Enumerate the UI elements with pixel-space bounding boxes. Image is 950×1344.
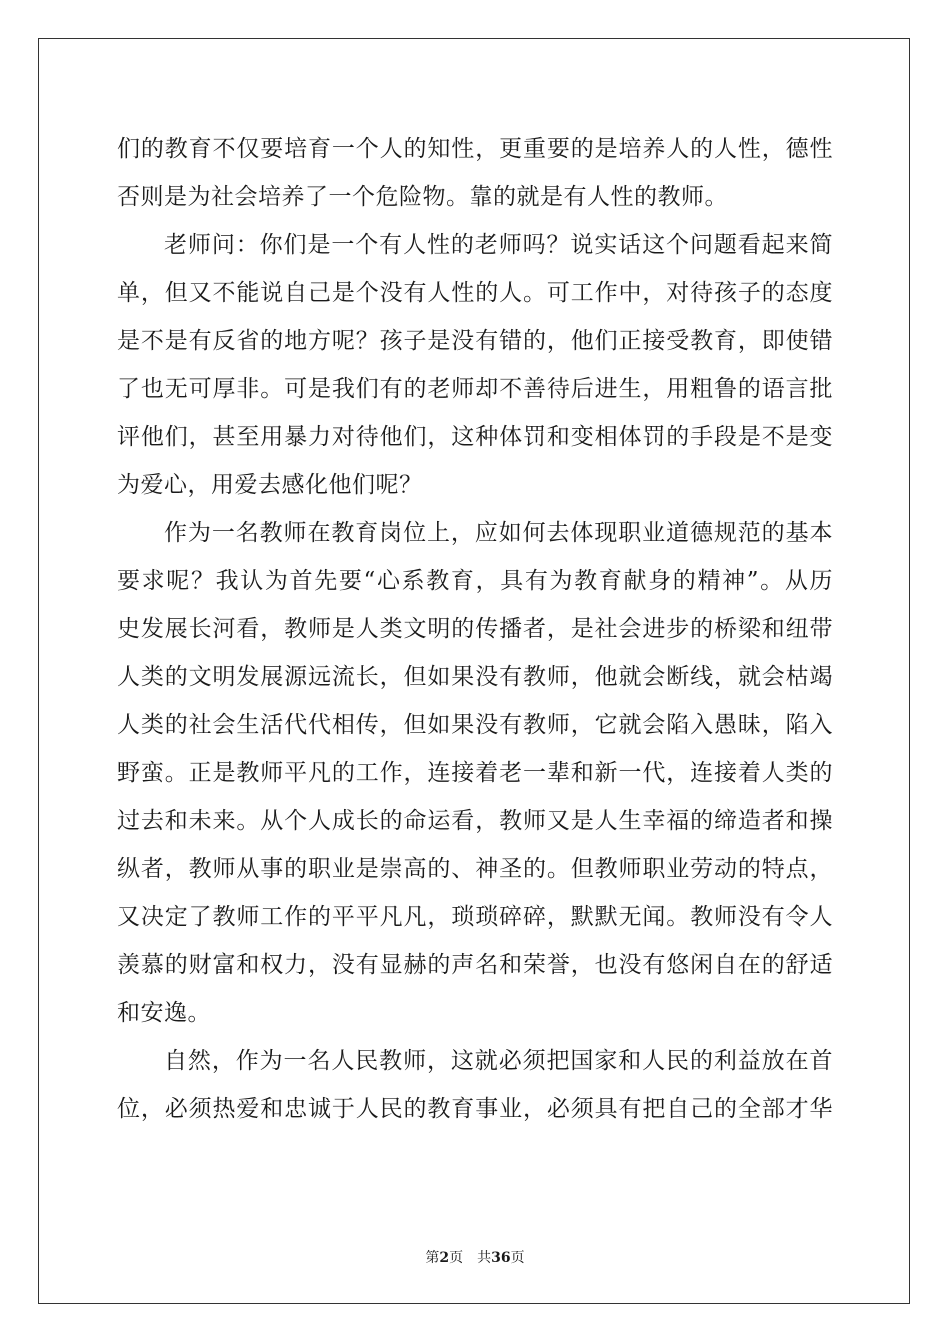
text-line: 位，必须热爱和忠诚于人民的教育事业，必须具有把自己的全部才华 — [117, 1096, 833, 1122]
text-line: 评他们，甚至用暴力对待他们，这种体罚和变相体罚的手段是不是变 — [117, 424, 833, 450]
text-line: 人类的文明发展源远流长，但如果没有教师，他就会断线，就会枯竭 — [117, 664, 833, 690]
text-line: 单，但又不能说自己是个没有人性的人。可工作中，对待孩子的态度 — [117, 280, 833, 306]
total-page-count: 36 — [491, 1250, 511, 1266]
text-line: 史发展长河看，教师是人类文明的传播者，是社会进步的桥梁和纽带 — [117, 616, 833, 642]
text-line: 和安逸。 — [117, 1000, 211, 1026]
text-line: 作为一名教师在教育岗位上，应如何去体现职业道德规范的基本 — [164, 520, 833, 546]
text-line: 过去和未来。从个人成长的命运看，教师又是人生幸福的缔造者和操 — [117, 808, 833, 834]
text-line: 老师问：你们是一个有人性的老师吗？说实话这个问题看起来简 — [164, 232, 833, 258]
paragraph — [117, 125, 833, 221]
text-line: 们的教育不仅要培育一个人的知性，更重要的是培养人的人性，德性 — [117, 136, 833, 162]
paragraph — [117, 221, 833, 509]
page-footer — [0, 1247, 950, 1267]
text-line: 野蛮。正是教师平凡的工作，连接着老一辈和新一代，连接着人类的 — [117, 760, 833, 786]
current-page-number: 2 — [439, 1250, 450, 1266]
footer-page-suffix: 页 — [449, 1250, 464, 1266]
paragraph — [117, 509, 833, 1037]
text-line: 要求呢？我认为首先要“心系教育，具有为教育献身的精神”。从历 — [117, 568, 833, 594]
text-line: 羡慕的财富和权力，没有显赫的声名和荣誉，也没有悠闲自在的舒适 — [117, 952, 833, 978]
paragraph — [117, 1037, 833, 1133]
text-line: 了也无可厚非。可是我们有的老师却不善待后进生，用粗鲁的语言批 — [117, 376, 833, 402]
footer-page-prefix: 第 — [425, 1250, 440, 1266]
text-line: 又决定了教师工作的平平凡凡，琐琐碎碎，默默无闻。教师没有令人 — [117, 904, 833, 930]
text-line: 纵者，教师从事的职业是崇高的、神圣的。但教师职业劳动的特点， — [117, 856, 833, 882]
footer-total-prefix: 共 — [477, 1250, 492, 1266]
document-body — [117, 125, 833, 1133]
text-line: 为爱心，用爱去感化他们呢？ — [117, 472, 423, 498]
text-line: 是不是有反省的地方呢？孩子是没有错的，他们正接受教育，即使错 — [117, 328, 833, 354]
text-line: 人类的社会生活代代相传，但如果没有教师，它就会陷入愚昧，陷入 — [117, 712, 833, 738]
text-line: 否则是为社会培养了一个危险物。靠的就是有人性的教师。 — [117, 184, 728, 210]
footer-total-suffix: 页 — [510, 1250, 525, 1266]
text-line: 自然，作为一名人民教师，这就必须把国家和人民的利益放在首 — [164, 1048, 833, 1074]
